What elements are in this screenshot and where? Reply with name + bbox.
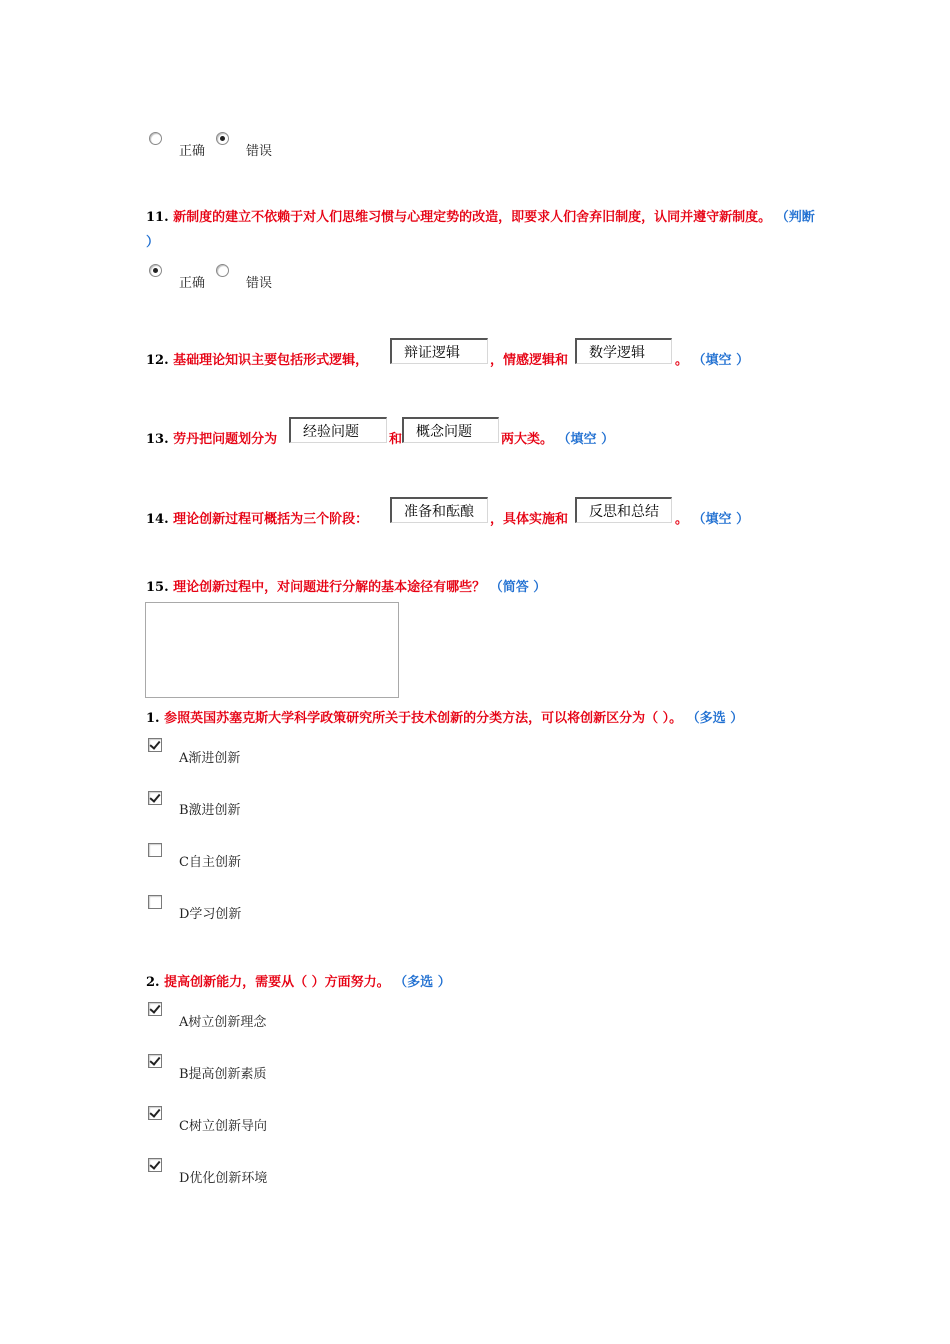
question-12-end [675, 353, 749, 369]
question-14-mid [490, 512, 568, 528]
option-label-m1-b: B激进创新 [179, 803, 241, 818]
checkbox-m2-b[interactable] [148, 1054, 162, 1068]
question-text-part: 。 [675, 353, 689, 368]
option-label-m1-d: D学习创新 [179, 907, 242, 922]
question-type: （简答 ） [489, 580, 547, 595]
option-label-m2-d: D优化创新环境 [179, 1171, 268, 1186]
question-text-part: 理论创新过程可概括为三个阶段： [173, 512, 369, 527]
blank-input-q13-2[interactable] [402, 417, 499, 443]
option-label-false-q10: 错误 [246, 144, 273, 159]
question-type: （判断 ） [146, 210, 815, 250]
question-text-part: ，情感逻辑和 [490, 353, 569, 368]
question-11 [146, 205, 816, 255]
answer-textarea-q15[interactable] [145, 602, 399, 698]
blank-input-q14-1[interactable] [390, 497, 488, 523]
question-12-mid [490, 353, 568, 369]
question-12 [146, 353, 368, 369]
question-type: （多选 ） [394, 975, 451, 990]
question-type: （填空 ） [692, 353, 750, 368]
question-type: （填空 ） [692, 512, 750, 527]
blank-value: 辩证逻辑 [404, 345, 460, 361]
blank-value: 经验问题 [303, 424, 359, 440]
question-14-end [675, 512, 749, 528]
blank-value: 概念问题 [416, 424, 472, 440]
question-text: 理论创新过程中，对问题进行分解的基本途径有哪些？ [173, 580, 486, 595]
radio-false-q10[interactable] [216, 132, 229, 145]
question-15 [146, 580, 546, 596]
question-13-end [501, 432, 614, 448]
radio-false-q11[interactable] [216, 264, 229, 277]
question-number: 11. [146, 210, 169, 225]
blank-input-q12-2[interactable] [575, 338, 672, 364]
question-text-part: 劳丹把问题划分为 [173, 432, 278, 447]
question-number: 2. [146, 975, 160, 990]
option-label-true-q11: 正确 [179, 276, 206, 291]
question-number: 14. [146, 512, 169, 527]
question-number: 1. [146, 711, 160, 726]
question-text: 参照英国苏塞克斯大学科学政策研究所关于技术创新的分类方法，可以将创新区分为（ ）。 [164, 711, 683, 726]
question-number: 13. [146, 432, 169, 447]
blank-input-q12-1[interactable] [390, 338, 488, 364]
question-text-part: ，具体实施和 [490, 512, 569, 527]
question-14 [146, 512, 368, 528]
checkbox-m1-c[interactable] [148, 843, 162, 857]
question-text: 新制度的建立不依赖于对人们思维习惯与心理定势的改造，即要求人们舍弃旧制度，认同并遵守新制度。 [173, 210, 772, 225]
question-text-part: 两大类。 [501, 432, 554, 447]
question-m1 [146, 711, 743, 727]
checkbox-m1-d[interactable] [148, 895, 162, 909]
question-text-part: 。 [675, 512, 689, 527]
option-label-m1-c: C自主创新 [179, 855, 241, 870]
radio-true-q11[interactable] [149, 264, 162, 277]
checkbox-m2-c[interactable] [148, 1106, 162, 1120]
question-number: 12. [146, 353, 169, 368]
blank-value: 反思和总结 [589, 504, 659, 520]
question-text-part: 基础理论知识主要包括形式逻辑， [173, 353, 369, 368]
question-text-part: 和 [389, 432, 403, 447]
option-label-m2-c: C树立创新导向 [179, 1119, 267, 1134]
question-type: （填空 ） [557, 432, 615, 447]
option-label-m2-b: B提高创新素质 [179, 1067, 267, 1082]
option-label-false-q11: 错误 [246, 276, 273, 291]
checkbox-m2-a[interactable] [148, 1002, 162, 1016]
radio-true-q10[interactable] [149, 132, 162, 145]
blank-value: 数学逻辑 [589, 345, 645, 361]
option-label-m2-a: A树立创新理念 [179, 1015, 267, 1030]
question-13-mid [389, 432, 402, 448]
question-text: 提高创新能力，需要从（ ）方面努力。 [164, 975, 390, 990]
option-label-true-q10: 正确 [179, 144, 206, 159]
option-label-m1-a: A渐进创新 [179, 751, 241, 766]
question-m2 [146, 975, 451, 991]
blank-input-q14-2[interactable] [575, 497, 672, 523]
blank-value: 准备和酝酿 [404, 504, 474, 520]
blank-input-q13-1[interactable] [289, 417, 387, 443]
question-13 [146, 432, 277, 448]
question-type: （多选 ） [686, 711, 744, 726]
question-number: 15. [146, 580, 169, 595]
checkbox-m2-d[interactable] [148, 1158, 162, 1172]
checkbox-m1-a[interactable] [148, 738, 162, 752]
checkbox-m1-b[interactable] [148, 791, 162, 805]
